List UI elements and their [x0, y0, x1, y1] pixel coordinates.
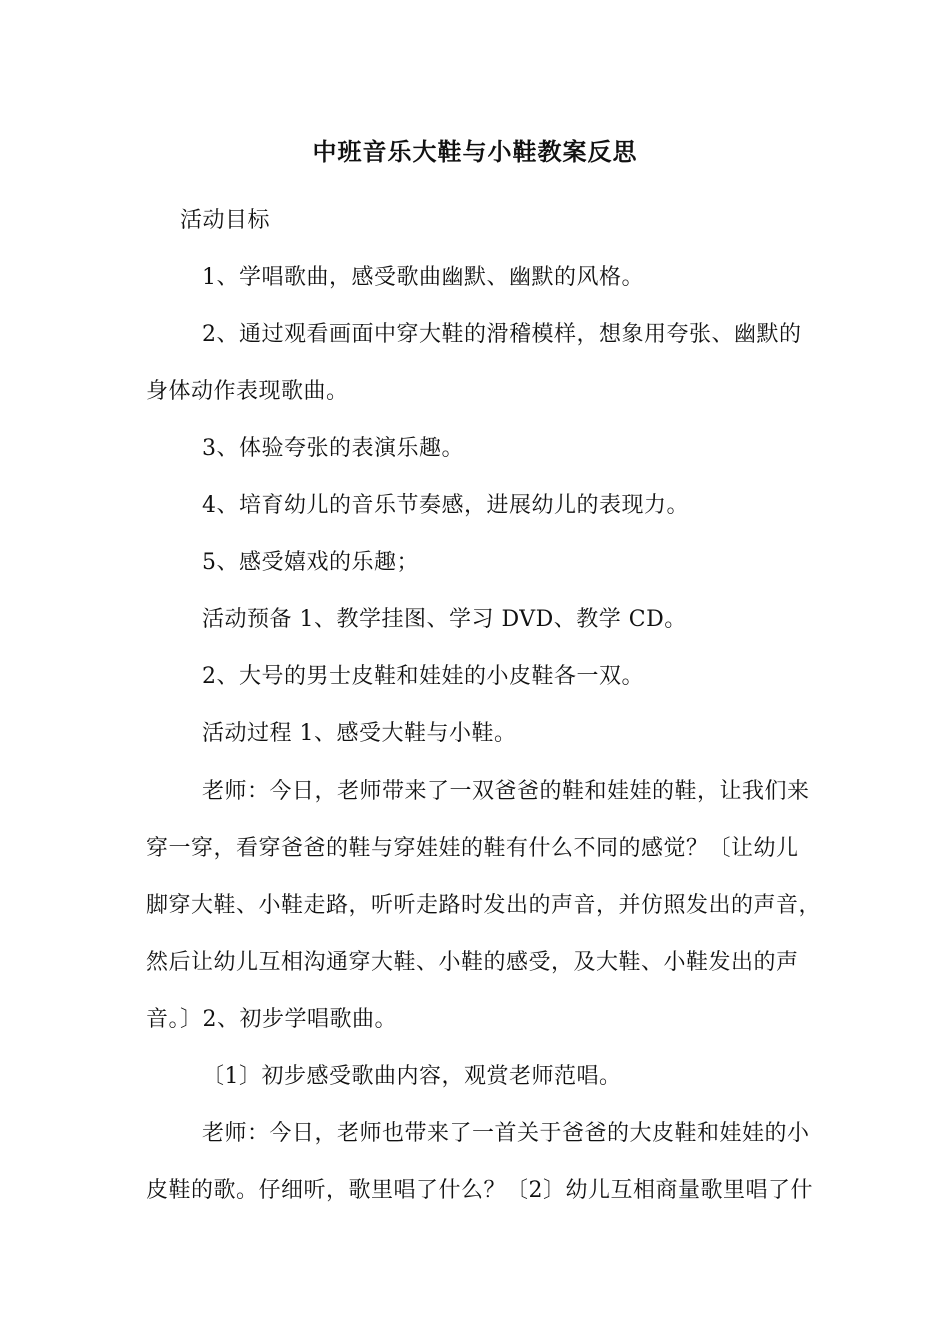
document-title: 中班音乐大鞋与小鞋教案反思: [312, 137, 638, 166]
paragraph-line: 老师：今日，老师带来了一双爸爸的鞋和娃娃的鞋，让我们来: [202, 779, 810, 804]
paragraph-line: 2、通过观看画面中穿大鞋的滑稽模样，想象用夸张、幽默的: [202, 322, 802, 347]
paragraph-line: 皮鞋的歌。仔细听，歌里唱了什么？〔2〕幼儿互相商量歌里唱了什: [146, 1178, 813, 1203]
paragraph-line: 活动预备 1、教学挂图、学习 DVD、教学 CD。: [202, 607, 687, 632]
paragraph-line: 4、培育幼儿的音乐节奏感，进展幼儿的表现力。: [202, 493, 689, 518]
paragraph-line: 音。〕2、初步学唱歌曲。: [146, 1007, 397, 1032]
paragraph-line: 1、学唱歌曲，感受歌曲幽默、幽默的风格。: [202, 265, 644, 290]
paragraph-line: 5、感受嬉戏的乐趣；: [202, 550, 419, 575]
paragraph-line: 穿一穿，看穿爸爸的鞋与穿娃娃的鞋有什么不同的感觉？〔让幼儿: [146, 836, 799, 861]
paragraph-line: 2、大号的男士皮鞋和娃娃的小皮鞋各一双。: [202, 664, 644, 689]
paragraph-line: 身体动作表现歌曲。: [146, 379, 349, 404]
paragraph-line: 活动过程 1、感受大鞋与小鞋。: [202, 721, 517, 746]
paragraph-line: 活动目标: [180, 208, 271, 233]
paragraph-line: 老师：今日，老师也带来了一首关于爸爸的大皮鞋和娃娃的小: [202, 1121, 810, 1146]
paragraph-line: 〔1〕初步感受歌曲内容，观赏老师范唱。: [202, 1064, 622, 1089]
paragraph-line: 然后让幼儿互相沟通穿大鞋、小鞋的感受，及大鞋、小鞋发出的声: [146, 950, 799, 975]
paragraph-line: 脚穿大鞋、小鞋走路，听听走路时发出的声音，并仿照发出的声音，: [146, 893, 822, 918]
paragraph-line: 3、体验夸张的表演乐趣。: [202, 436, 464, 461]
